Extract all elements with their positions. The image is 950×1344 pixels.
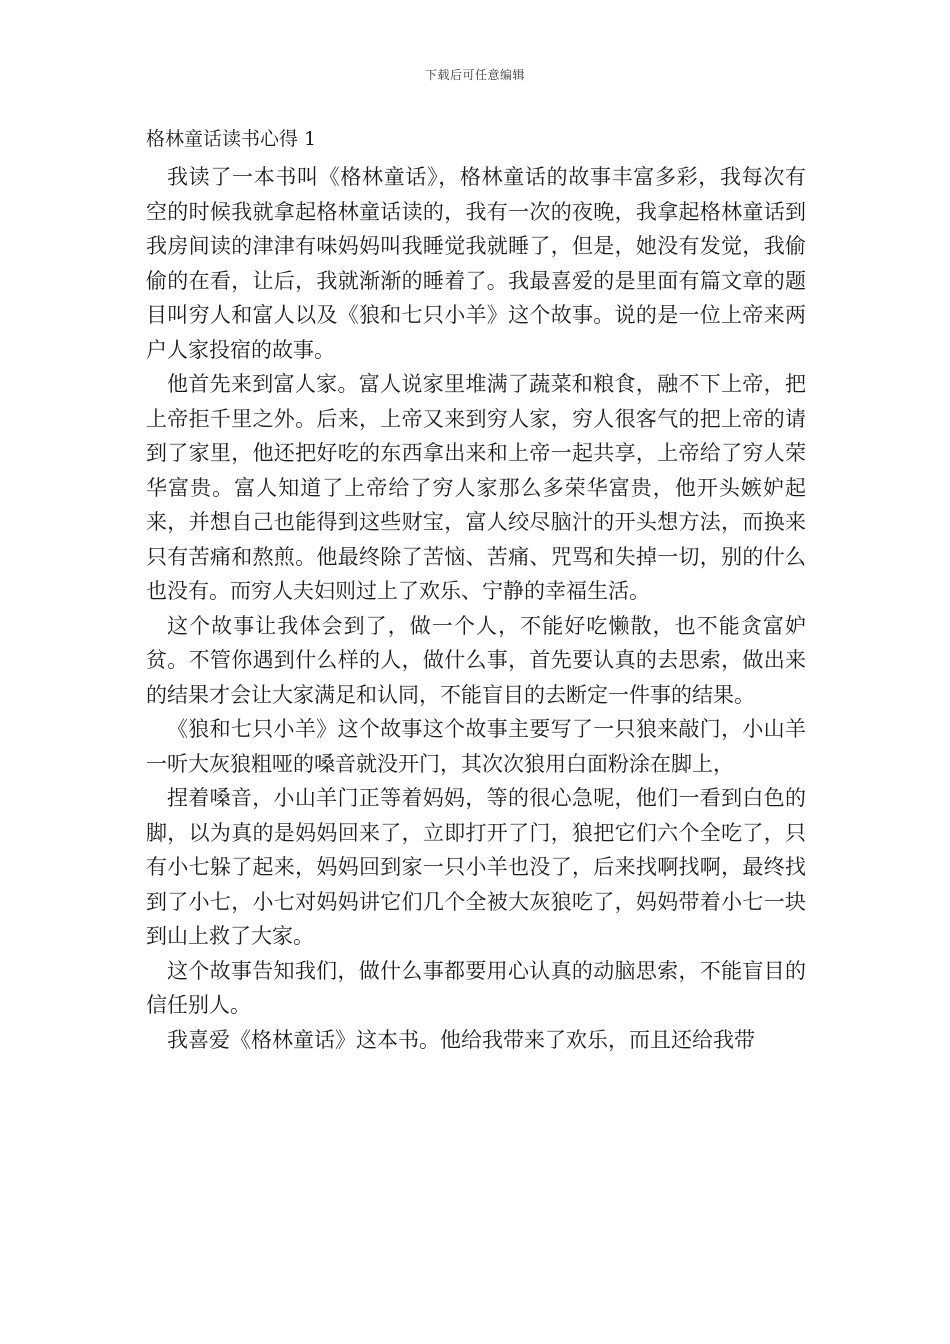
paragraph-3: 这个故事让我体会到了，做一个人，不能好吃懒散，也不能贪富妒贫。不管你遇到什么样的人，做什么事，首先要认真的去思索，做出来的结果才会让大家满足和认同，不能盲目的去断定一件事的结果。 bbox=[146, 613, 806, 707]
paragraph-1: 我读了一本书叫《格林童话》，格林童话的故事丰富多彩，我每次有空的时候我就拿起格林童话读的，我有一次的夜晚，我拿起格林童话到我房间读的津津有味妈妈叫我睡觉我就睡了，但是，她没有发觉，我偷偷的在看，让后，我就渐渐的睡着了。我最喜爱的是里面有篇文章的题目叫穷人和富人以及《狼和七只小羊》这个故事。说的是一位上帝来两户人家投宿的故事。 bbox=[146, 165, 806, 362]
paragraph-6: 这个故事告知我们，做什么事都要用心认真的动脑思索，不能盲目的信任别人。 bbox=[146, 958, 806, 1017]
paragraph-4: 《狼和七只小羊》这个故事这个故事主要写了一只狼来敲门，小山羊一听大灰狼粗哑的嗓音就没开门，其次次狼用白面粉涂在脚上， bbox=[146, 717, 806, 776]
paragraph-2: 他首先来到富人家。富人说家里堆满了蔬菜和粮食，融不下上帝，把上帝拒千里之外。后来，上帝又来到穷人家，穷人很客气的把上帝的请到了家里，他还把好吃的东西拿出来和上帝一起共享，上帝给了穷人荣华富贵。富人知道了上帝给了穷人家那么多荣华富贵，他开头嫉妒起来，并想自己也能得到这些财宝，富人绞尽脑汁的开头想方法，而换来只有苦痛和熬煎。他最终除了苦恼、苦痛、咒骂和失掉一切，别的什么也没有。而穷人夫妇则过上了欢乐、宁静的幸福生活。 bbox=[146, 372, 806, 603]
paragraph-7: 我喜爱《格林童话》这本书。他给我带来了欢乐，而且还给我带 bbox=[167, 1027, 755, 1052]
paragraph-5: 捏着嗓音，小山羊门正等着妈妈，等的很心急呢，他们一看到白色的脚，以为真的是妈妈回来了，立即打开了门，狼把它们六个全吃了，只有小七躲了起来，妈妈回到家一只小羊也没了，后来找啊找啊，最终找到了小七，小七对妈妈讲它们几个全被大灰狼吃了，妈妈带着小七一块到山上救了大家。 bbox=[146, 786, 806, 948]
document-title: 格林童话读书心得 1 bbox=[146, 128, 317, 150]
page-header: 下载后可任意编辑 bbox=[424, 68, 525, 82]
document-body bbox=[146, 122, 806, 1057]
